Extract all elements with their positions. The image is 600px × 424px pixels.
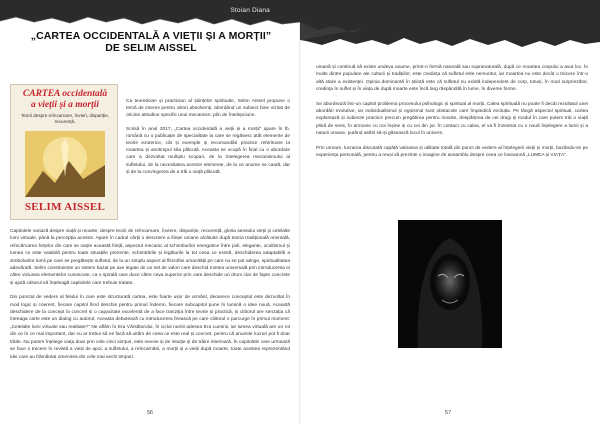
author-name: Stoian Diana bbox=[230, 7, 270, 14]
cover-title bbox=[15, 89, 115, 111]
right-paragraph-3: Prin urmare, lucrarea discutată capătă valoarea și utilitate totală din punct de vedere al înțelegerii vieții și morții, bazându-se pe experiența personală, pentru a reuși să prezinte o imagine de ansamblu despre ceea ce înseamnă „LUMEA și VIAȚA”. bbox=[316, 145, 588, 159]
cover-title-line-1: CARTEA occidentală bbox=[22, 89, 108, 99]
right-paragraph-2: Se abordează într-un capitol problema procesului psihologic și spiritual al morții. Calea spirituală nu poate fi decât rezultatul unei abordări evolutive, iar individualismul și egoismul sunt obstacole care împiedică evoluția. Pe lângă aspectul spiritual, cartea explorează și subiecte practice precum pregătirea pentru moarte, despărțirea de cei dragi și modul în care putem trăi o viață plină de sens, în armonie cu noi înșine și cu cei din jur. În contact cu calea, el va fi înzestrat cu o nouă înțelegere a lumii și a naturii umane, putând astfel să-și găsească locul în univers. bbox=[316, 101, 588, 137]
page-number-left: 56 bbox=[147, 410, 154, 416]
title-line-1: „CARTEA OCCIDENTALĂ A VIEȚII ȘI A MORȚII” bbox=[30, 30, 272, 42]
right-paragraph-1: umană și continuă să existe undeva anume, printr-o formă naturală sau supranaturală, după ce moartea corpului a avut loc. În multe dintre populare ale culturii și tradițiilor, este credința că sufletul este nemuritor, iar moartea nu este decât o trecere într-o altă stare a existenței. Opinia dominantă în știință este că sufletul nu există independent de corp, totuși, în mod surprinzător, credința în suflet și în viața de după moarte este încă larg răspândită în lume, în diverse forme. bbox=[316, 65, 588, 93]
page-number-right: 57 bbox=[445, 410, 452, 416]
article-title bbox=[16, 30, 286, 54]
left-paragraph-2: Din punctul de vedere al felului în care este structurată cartea, este foarte ușor de urmărit, deoarece conceptul este dezvoltat în mod logic și coerent, fiecare capitol fiind deschis pentru primul îndemn, fiecare subcapitol pune în lumină o idee nouă. Această deschidere de la concept la concret și o capacitate excelentă de a face tranziția între teorie și practică, și cititorul are senzația că întreaga carte este un dialog cu autorul. Aceasta debutează cu introducerea firească pe care cititorul o parcurge în primul moment: „Celelalte lumi virtuale sau realitate?” Ne aflăm în Era Vărsătorului, în ciclul numit adesea Era Luminii, iar lumea virtuală are un rol din ce în ce mai important, dar nu ar trebui să ne facă să uităm de ceea ce este real și concret, pentru că anumite lucruri pot fi doar trăite. Nu putem înțelege viața doar prin cele cinci simțuri, este nevoie și de intuiție și de trăire interioară. În capitolele care urmează se face o trecere în revistă a vieții de apoi, a sufletului, a reîncarnării, a morții și a vieții după moarte, toate acestea reprezentând idei care au frământat omenirea din cele mai vechi timpuri. bbox=[10, 295, 290, 360]
intro-paragraph-1: Ca teoretician și practician al științelor spirituale, Selim Aïssel propune o temă de interes pentru viitori absolvenți, abordând un subiect bine vizitat de oricine atitudine specific unui mecanism: plin de întelepciune. bbox=[126, 99, 290, 119]
left-paragraph-1: Capitolele variază despre viață și moarte, despre teorii de reîncarnare, înviere, dispariție, recurență, gloria sensului vieții și celelalte lumi virtuale, până la percepția acestor. Apare în cadrul cărții o descriere a ființei umane alcătuite după teoria tradițională orientală, reîncărcarea forțelor din care se naște această ființă, aspectul mecanic al schimburilor energetice între poli, elegante, ocultismul și lumea ce este valabilă pentru toate situațiile prezente, schimbările și legăturile la tot ceea ce există, deschiderea adaptabilă a simbolurilor lumii pe care se pregătește sufletul, de la un simplu aspect al filozofiei umanității pe care nu se pot atinge, spiritualitatea adevărată. Selim construiește un sistem bazat pe axe legate de un set de valori care deschid mintea universală prin introducerea ei către viziunea elementelor cunoscute, ca o spirală care duce către ceva superior prin care deschide un drum clar de fapte concrete și ajută cititorul să înțeleagă capitolele care trebuie tratate. bbox=[10, 229, 290, 286]
title-line-2: DE SELIM AISSEL bbox=[105, 42, 197, 54]
hooded-figure-photo bbox=[398, 220, 502, 348]
intro-paragraph-2: Scrisă în anul 2017, „Cartea occidentală a vieții și a morții” apare în lb. română cu o publicație de specialitate la care se regăsesc atât elemente de teorie ezoterice, cât și exemple și recomandări practice referitoare la moartea și anotimpul său plăcută. Aceasta se ocupă în final cu o abordare care a dezvoltat multiplu scopuri, de la întelegerea mecanismului al sufletului, de la necesitatea acestor elemente, de la ce anume se caută, dar și de la convingerea de a trăi o viață plăcută. bbox=[126, 126, 290, 175]
left-body-text bbox=[10, 228, 290, 368]
book-cover-image bbox=[10, 84, 118, 220]
cover-title-line-2: a vieții și a morții bbox=[30, 100, 100, 110]
intro-text bbox=[126, 98, 290, 182]
page-gutter bbox=[299, 0, 301, 424]
cover-illustration bbox=[25, 131, 105, 197]
cover-subtitle: Teorii despre reîncarnare, învieri, dispariție, recurență. bbox=[20, 113, 110, 124]
cover-author: SELIM AISSEL bbox=[24, 201, 106, 213]
right-body-text bbox=[316, 64, 588, 166]
